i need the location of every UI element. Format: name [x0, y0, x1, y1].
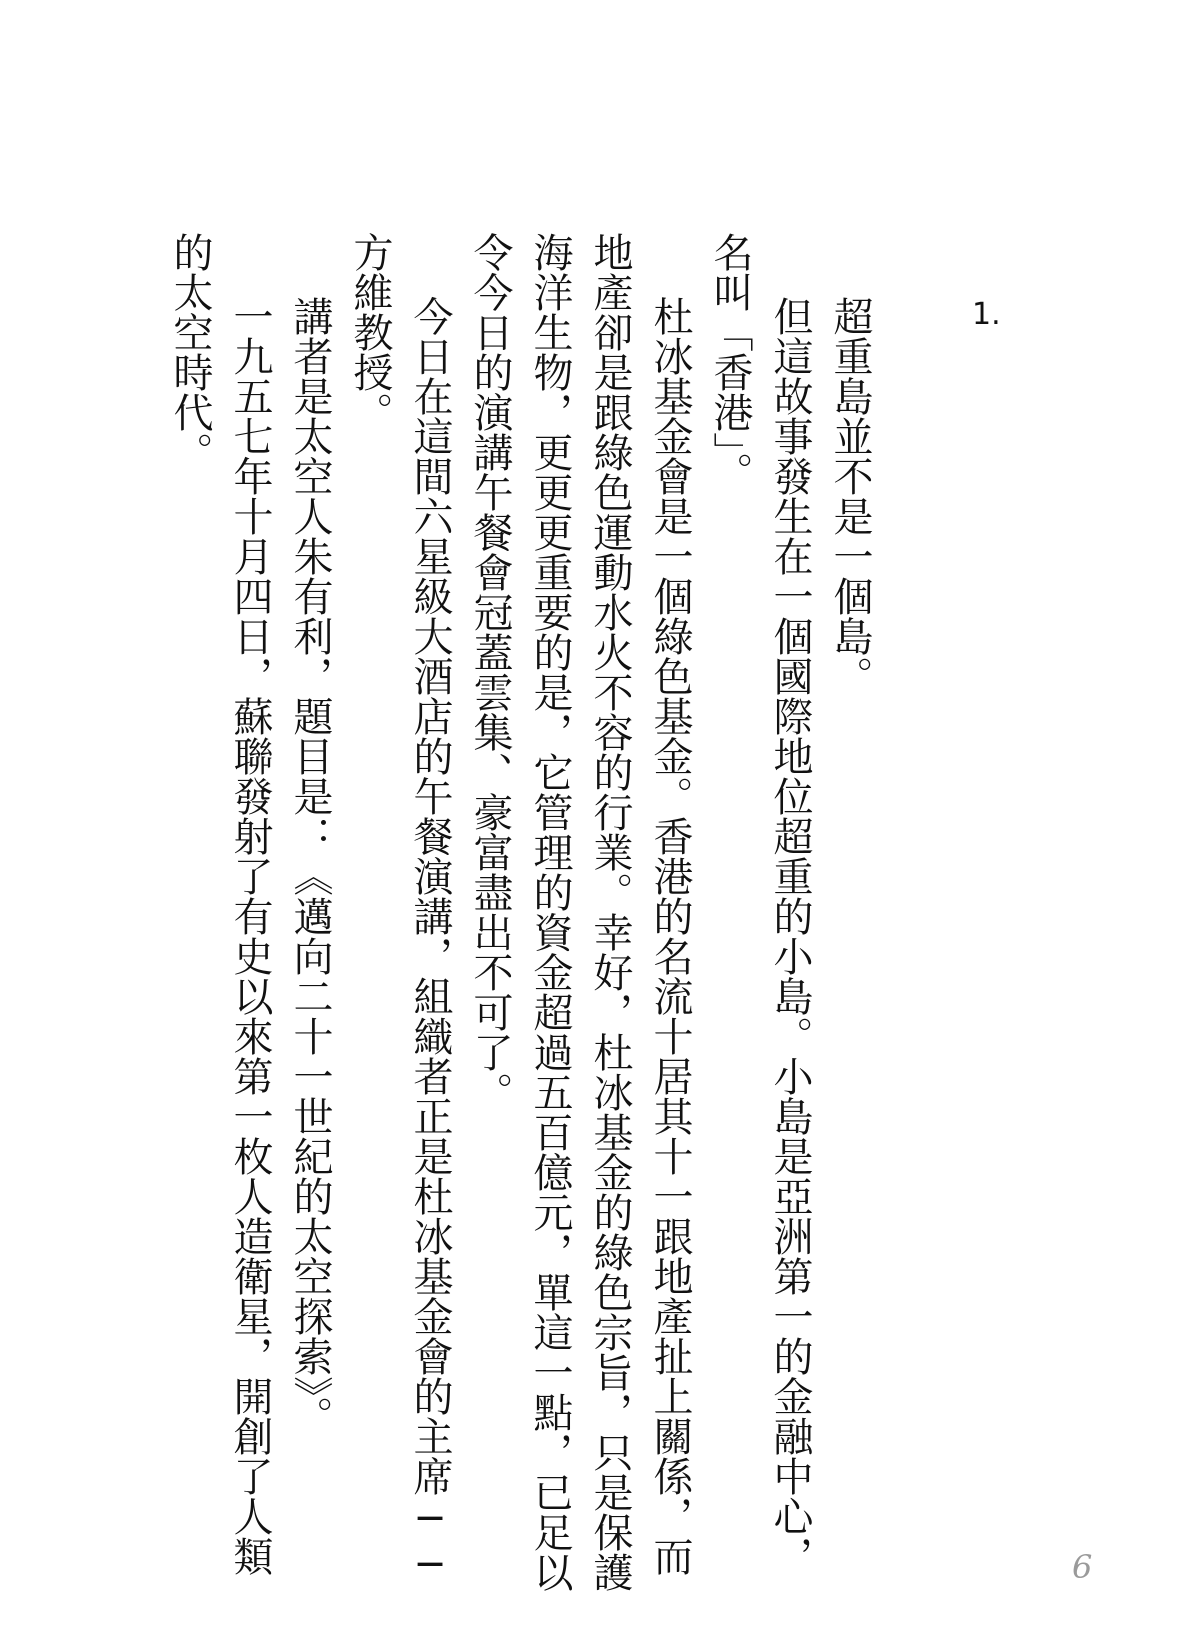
text-column-3: 名叫「香港」。	[707, 232, 753, 492]
text-column-10: 講者是太空人朱有利，題目是：《邁向二十一世紀的太空探索》。	[287, 296, 333, 1436]
text-column-4: 杜冰基金會是一個綠色基金。香港的名流十居其十一跟地產扯上關係，而	[647, 296, 693, 1576]
text-column-5: 地產卻是跟綠色運動水火不容的行業。幸好，杜冰基金的綠色宗旨，只是保護	[587, 232, 633, 1592]
chapter-number: 1.	[972, 297, 1001, 332]
text-column-2: 但這故事發生在一個國際地位超重的小島。小島是亞洲第一的金融中心，	[767, 296, 813, 1576]
text-column-8: 今日在這間六星級大酒店的午餐演講，組織者正是杜冰基金會的主席──	[407, 296, 453, 1588]
text-column-11: 一九五七年十月四日，蘇聯發射了有史以來第一枚人造衛星，開創了人類	[227, 296, 273, 1576]
page-number: 6	[1072, 1548, 1093, 1586]
text-column-7: 令今日的演講午餐會冠蓋雲集、豪富盡出不可了。	[467, 232, 513, 1112]
text-column-12: 的太空時代。	[167, 232, 213, 472]
text-column-1: 超重島並不是一個島。	[827, 296, 873, 696]
text-column-6: 海洋生物，更更更重要的是，它管理的資金超過五百億元，單這一點，已足以	[527, 232, 573, 1592]
text-column-9: 方維教授。	[347, 232, 393, 432]
